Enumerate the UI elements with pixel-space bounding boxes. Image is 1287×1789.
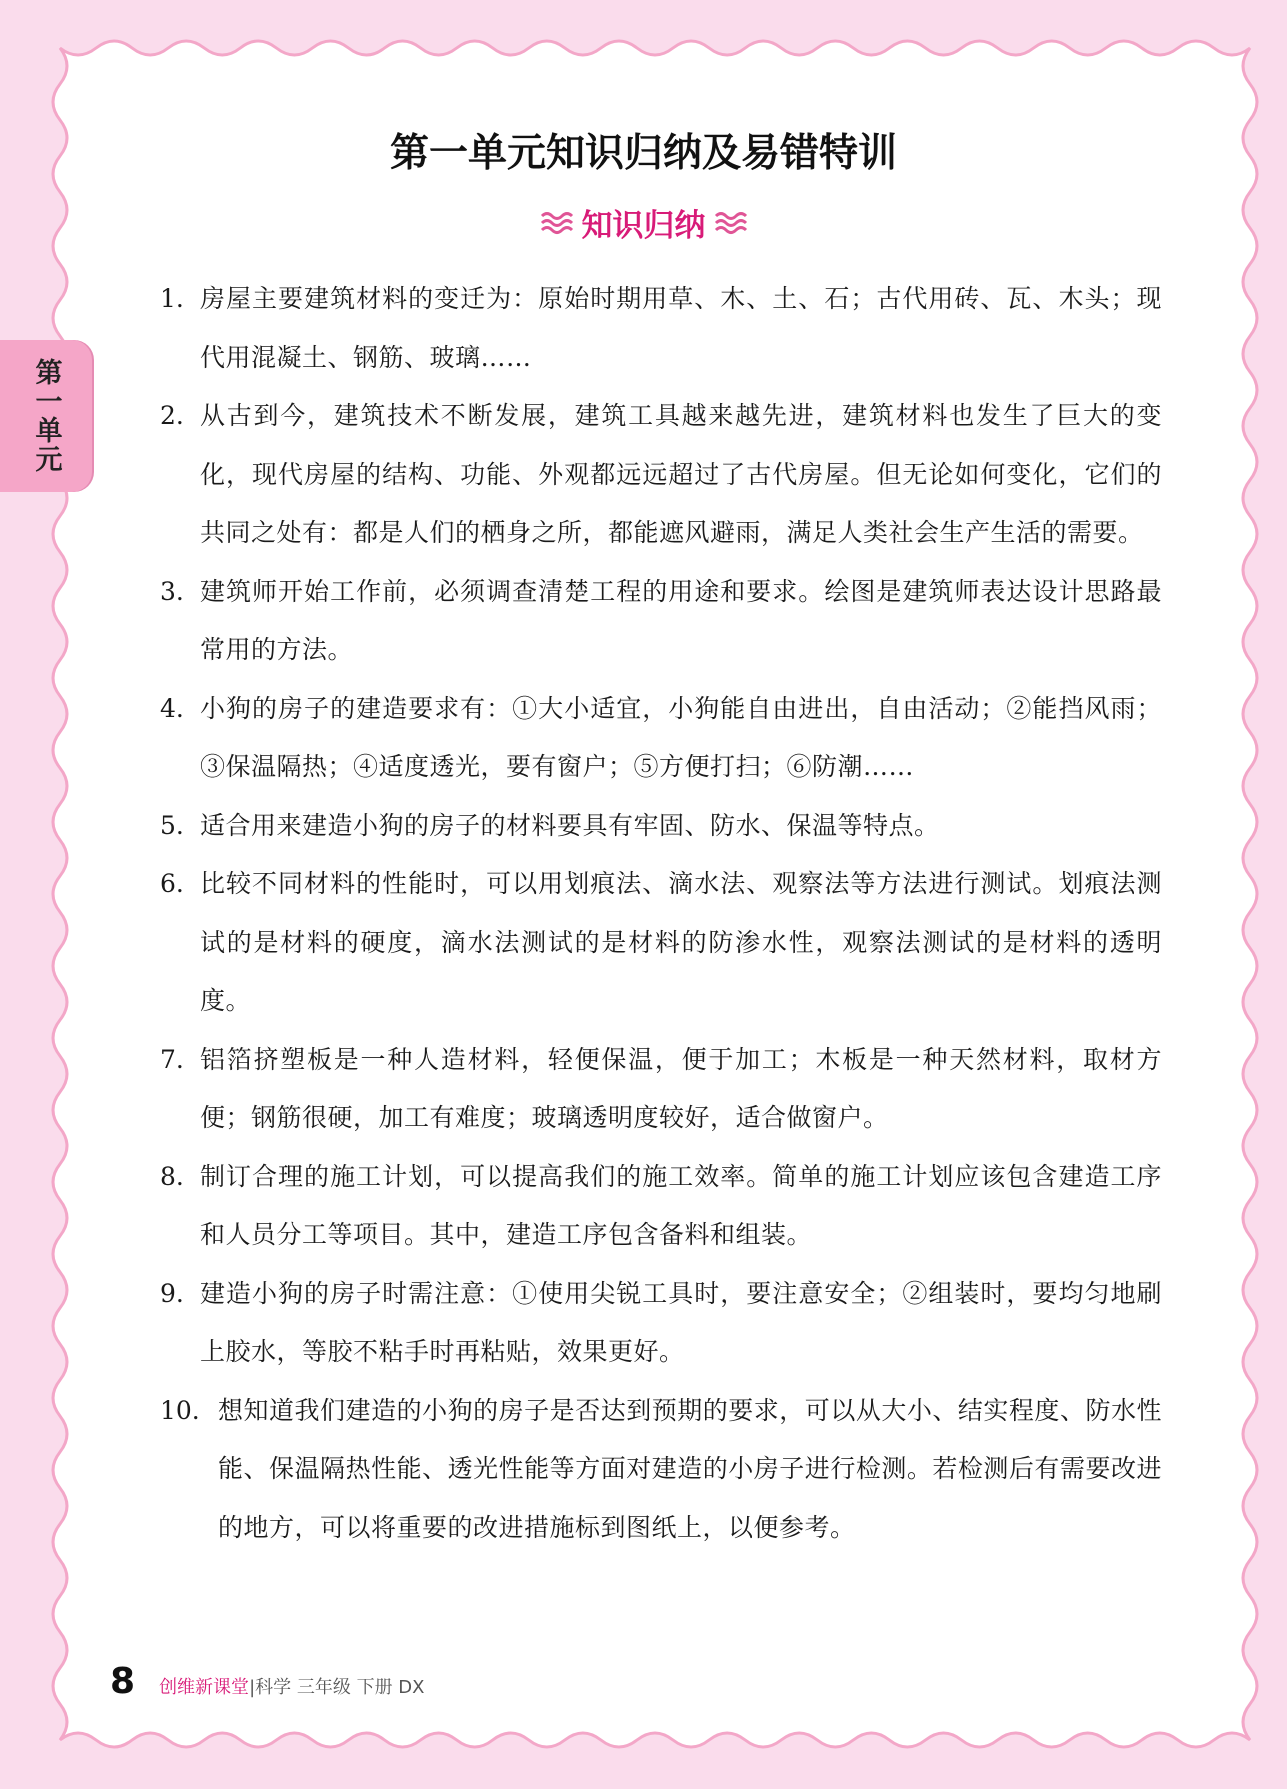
item-number: 4. [160,693,184,723]
footer-brand: 创维新课堂 [159,1677,250,1698]
list-item [160,680,1162,797]
item-number: 9. [160,1278,184,1308]
unit-side-tab[interactable] [0,340,92,492]
item-number: 2. [160,401,184,430]
item-number: 5. [160,810,184,840]
item-text: 适合用来建造小狗的房子的材料要具有牢固、防水、保温等特点。 [200,810,940,840]
page-title: 第一单元知识归纳及易错特训 [389,131,897,176]
section-label: 知识归纳 [581,208,706,244]
item-number: 8. [160,1161,184,1191]
item-text: 建筑师开始工作前，必须调查清楚工程的用途和要求。绘图是建筑师表达设计思路最常用的方法。 [200,576,1162,664]
list-item [160,270,1162,387]
item-text: 铝箔挤塑板是一种人造材料，轻便保温，便于加工；木板是一种天然材料，取材方便；钢筋很硬，加工有难度；玻璃透明度较好，适合做窗户。 [200,1044,1162,1132]
item-number: 1. [160,284,184,313]
list-item [160,1148,1162,1265]
item-text: 房屋主要建筑材料的变迁为：原始时期用草、木、土、石；古代用砖、瓦、木头；现代用混凝土、钢筋、玻璃…… [200,284,1162,372]
list-item [160,1265,1162,1382]
footer-book-info: 科学 三年级 下册 DX [255,1677,425,1698]
list-item [160,1031,1162,1148]
page-number: 8 [110,1661,136,1702]
item-text: 比较不同材料的性能时，可以用划痕法、滴水法、观察法等方法进行测试。划痕法测试的是材料的硬度，滴水法测试的是材料的防渗水性，观察法测试的是材料的透明度。 [200,869,1162,1015]
item-number: 7. [160,1044,184,1074]
wave-right-icon [714,210,748,236]
item-text: 制订合理的施工计划，可以提高我们的施工效率。简单的施工计划应该包含建造工序和人员分工等项目。其中，建造工序包含备料和组装。 [200,1161,1162,1249]
item-text: 小狗的房子的建造要求有：①大小适宜，小狗能自由进出，自由活动；②能挡风雨；③保温隔热；④适度透光，要有窗户；⑤方便打扫；⑥防潮…… [200,693,1162,781]
list-item [160,855,1162,1031]
list-item [160,797,1162,856]
item-number: 6. [160,869,184,898]
item-text: 想知道我们建造的小狗的房子是否达到预期的要求，可以从大小、结实程度、防水性能、保温隔热性能、透光性能等方面对建造的小房子进行检测。若检测后有需要改进的地方，可以将重要的改进措施标到图纸上，以便参考。 [218,1395,1162,1542]
item-text: 建造小狗的房子时需注意：①使用尖锐工具时，要注意安全；②组装时，要均匀地刷上胶水，等胶不粘手时再粘贴，效果更好。 [200,1278,1162,1366]
knowledge-list [160,270,1162,1557]
page-footer [110,1661,425,1702]
unit-side-tab-label: 第一单元 [30,358,62,474]
list-item [160,1382,1162,1558]
item-text: 从古到今，建筑技术不断发展，建筑工具越来越先进，建筑材料也发生了巨大的变化，现代房屋的结构、功能、外观都远远超过了古代房屋。但无论如何变化，它们的共同之处有：都是人们的栖身之所，都能遮风避雨，满足人类社会生产生活的需要。 [200,401,1162,547]
footer-separator: | [249,1677,256,1698]
wave-left-icon [540,210,574,236]
item-number: 10. [160,1395,200,1425]
list-item [160,387,1162,563]
list-item [160,563,1162,680]
section-heading [0,200,1287,245]
item-number: 3. [160,576,184,606]
